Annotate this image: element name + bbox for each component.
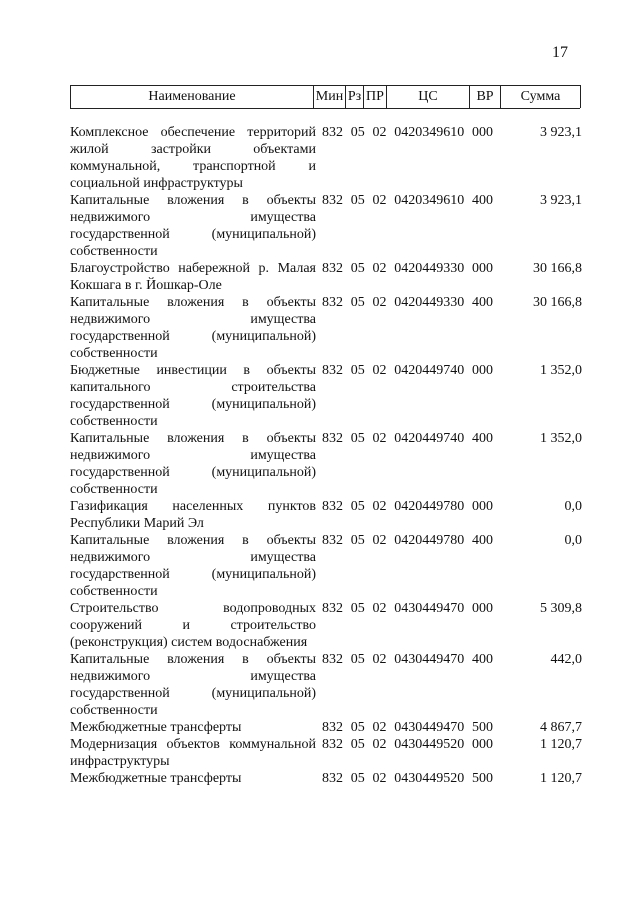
row-name: Газификация населенных пунктов Республики Марий Эл (70, 499, 316, 531)
row-min: 832 (322, 652, 343, 667)
row-vr: 400 (472, 652, 493, 667)
row-cs: 0420449330 (394, 295, 465, 310)
row-min: 832 (322, 601, 343, 616)
row-codes (316, 498, 494, 532)
row-codes (316, 430, 494, 498)
row-vr: 000 (472, 737, 493, 752)
row-vr: 000 (472, 499, 493, 514)
row-min: 832 (322, 771, 343, 786)
header-top-rule (70, 85, 580, 86)
table-row (70, 294, 582, 362)
row-sum: 1 352,0 (540, 431, 582, 446)
row-codes (316, 532, 494, 600)
table-row (70, 192, 582, 260)
row-cs: 0420449740 (394, 363, 465, 378)
row-rz: 05 (350, 125, 365, 140)
row-min: 832 (322, 363, 343, 378)
row-name: Строительство водопроводных сооружений и строительство (реконструкция) систем водоснабжения (70, 601, 316, 650)
row-rz: 05 (350, 295, 365, 310)
header-min: Мин (315, 89, 344, 104)
row-codes (316, 719, 494, 736)
row-min: 832 (322, 720, 343, 735)
row-cs: 0430449520 (394, 771, 465, 786)
row-cs: 0430449470 (394, 652, 465, 667)
row-name: Капитальные вложения в объекты недвижимого имущества государственной (муниципальной) собственности (70, 193, 316, 259)
row-rz: 05 (350, 652, 365, 667)
row-sum: 0,0 (564, 533, 582, 548)
row-codes (316, 600, 494, 651)
row-pr: 02 (372, 193, 387, 208)
row-pr: 02 (372, 125, 387, 140)
table-row (70, 124, 582, 192)
header-cs: ЦС (418, 89, 438, 104)
row-codes (316, 124, 494, 192)
row-pr: 02 (372, 295, 387, 310)
row-rz: 05 (350, 363, 365, 378)
row-sum: 0,0 (564, 499, 582, 514)
row-vr: 400 (472, 533, 493, 548)
row-sum: 5 309,8 (540, 601, 582, 616)
header-bottom-rule (70, 108, 580, 109)
row-pr: 02 (372, 771, 387, 786)
row-sum: 1 120,7 (540, 737, 582, 752)
row-vr: 000 (472, 261, 493, 276)
row-codes (316, 260, 494, 294)
row-cs: 0430449470 (394, 601, 465, 616)
header-rz: Рз (347, 89, 362, 104)
row-rz: 05 (350, 499, 365, 514)
row-name: Капитальные вложения в объекты недвижимого имущества государственной (муниципальной) собственности (70, 533, 316, 599)
row-rz: 05 (350, 720, 365, 735)
row-codes (316, 362, 494, 430)
row-sum: 3 923,1 (540, 125, 582, 140)
row-sum: 442,0 (550, 652, 582, 667)
row-name: Модернизация объектов коммунальной инфраструктуры (70, 737, 316, 769)
header-name: Наименование (148, 89, 236, 104)
row-codes (316, 736, 494, 770)
row-min: 832 (322, 737, 343, 752)
row-vr: 500 (472, 720, 493, 735)
row-pr: 02 (372, 499, 387, 514)
row-vr: 000 (472, 601, 493, 616)
row-min: 832 (322, 295, 343, 310)
table-row (70, 532, 582, 600)
table-row (70, 430, 582, 498)
row-name: Капитальные вложения в объекты недвижимого имущества государственной (муниципальной) собственности (70, 431, 316, 497)
table-row (70, 600, 582, 651)
row-vr: 000 (472, 125, 493, 140)
row-pr: 02 (372, 363, 387, 378)
row-cs: 0420349610 (394, 193, 465, 208)
row-rz: 05 (350, 771, 365, 786)
row-cs: 0420349610 (394, 125, 465, 140)
row-name: Межбюджетные трансферты (70, 771, 242, 786)
row-name: Межбюджетные трансферты (70, 720, 242, 735)
row-cs: 0420449780 (394, 499, 465, 514)
row-pr: 02 (372, 720, 387, 735)
row-rz: 05 (350, 737, 365, 752)
row-sum: 1 352,0 (540, 363, 582, 378)
row-min: 832 (322, 533, 343, 548)
row-pr: 02 (372, 601, 387, 616)
budget-table-body (70, 124, 582, 787)
row-codes (316, 192, 494, 260)
table-row (70, 719, 582, 736)
row-name: Благоустройство набережной р. Малая Кокшага в г. Йошкар-Оле (70, 261, 316, 293)
row-vr: 000 (472, 363, 493, 378)
row-rz: 05 (350, 533, 365, 548)
row-pr: 02 (372, 533, 387, 548)
row-cs: 0420449330 (394, 261, 465, 276)
row-sum: 30 166,8 (533, 261, 582, 276)
row-min: 832 (322, 431, 343, 446)
row-cs: 0430449470 (394, 720, 465, 735)
row-codes (316, 294, 494, 362)
table-row (70, 770, 582, 787)
row-min: 832 (322, 499, 343, 514)
table-row (70, 260, 582, 294)
row-cs: 0420449780 (394, 533, 465, 548)
row-name: Комплексное обеспечение территорий жилой застройки объектами коммунальной, транспортной и социальной инфраструктуры (70, 125, 316, 191)
row-rz: 05 (350, 261, 365, 276)
page-number: 17 (552, 44, 568, 61)
row-vr: 400 (472, 431, 493, 446)
row-pr: 02 (372, 431, 387, 446)
table-row (70, 651, 582, 719)
row-rz: 05 (350, 601, 365, 616)
row-min: 832 (322, 125, 343, 140)
row-cs: 0430449520 (394, 737, 465, 752)
row-name: Капитальные вложения в объекты недвижимого имущества государственной (муниципальной) собственности (70, 295, 316, 361)
row-rz: 05 (350, 431, 365, 446)
row-cs: 0420449740 (394, 431, 465, 446)
row-name: Капитальные вложения в объекты недвижимого имущества государственной (муниципальной) собственности (70, 652, 316, 718)
header-vr: ВР (476, 89, 494, 104)
row-codes (316, 651, 494, 719)
row-pr: 02 (372, 261, 387, 276)
row-min: 832 (322, 261, 343, 276)
header-pr: ПР (366, 89, 384, 104)
row-sum: 3 923,1 (540, 193, 582, 208)
row-name: Бюджетные инвестиции в объекты капитального строительства государственной (муниципальной) собственности (70, 363, 316, 429)
row-codes (316, 770, 494, 787)
row-sum: 30 166,8 (533, 295, 582, 310)
table-row (70, 362, 582, 430)
header-sum: Сумма (520, 89, 561, 104)
row-vr: 400 (472, 193, 493, 208)
table-row (70, 736, 582, 770)
row-pr: 02 (372, 652, 387, 667)
header-divider (580, 85, 581, 108)
row-pr: 02 (372, 737, 387, 752)
row-vr: 500 (472, 771, 493, 786)
row-sum: 4 867,7 (540, 720, 582, 735)
table-row (70, 498, 582, 532)
row-vr: 400 (472, 295, 493, 310)
row-min: 832 (322, 193, 343, 208)
row-sum: 1 120,7 (540, 771, 582, 786)
row-rz: 05 (350, 193, 365, 208)
